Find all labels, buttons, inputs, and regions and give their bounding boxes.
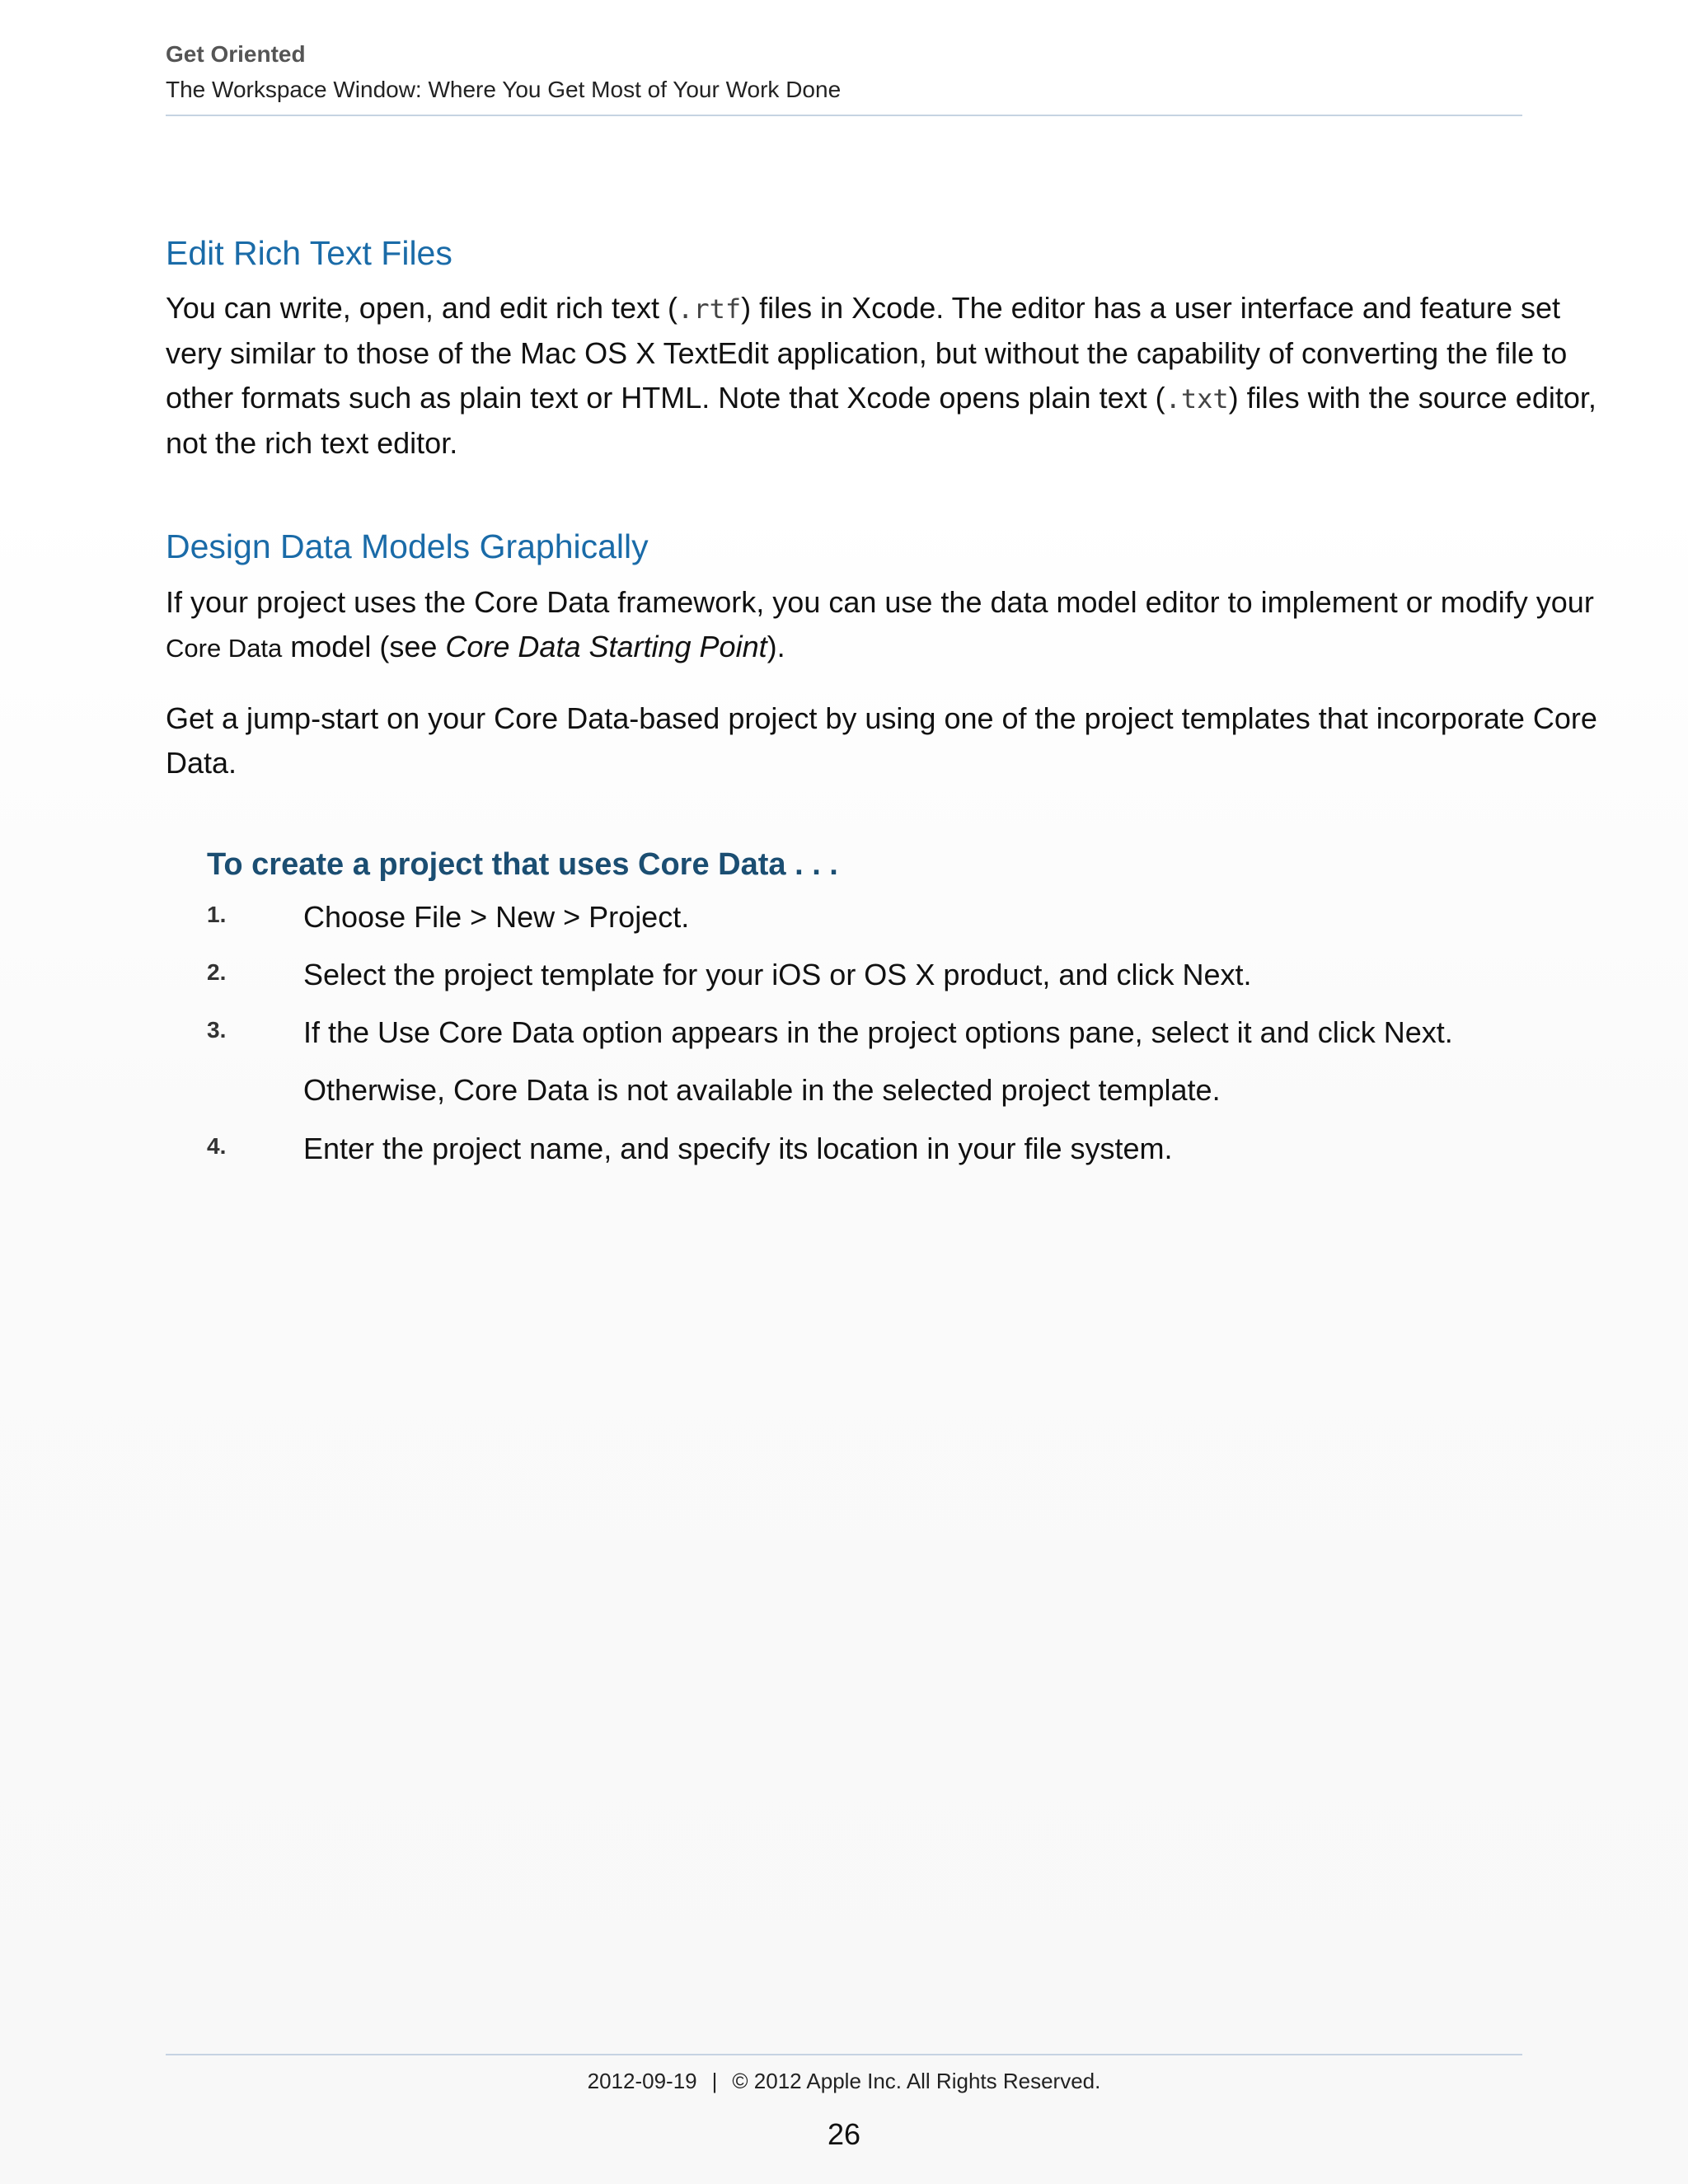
paragraph-line: If your project uses the Core Data framework, you can use the data model editor to implement or modify your — [166, 585, 1594, 619]
code-txt: .txt — [1165, 383, 1229, 415]
paragraph-line — [166, 286, 1561, 331]
footer-copyright: © 2012 Apple Inc. All Rights Reserved. — [732, 2069, 1101, 2093]
link-core-data-starting-point[interactable]: Core Data Starting Point — [445, 630, 767, 663]
data-models-paragraph-2 — [166, 696, 1597, 785]
chapter-label: Get Oriented — [166, 41, 306, 67]
paragraph-line: very similar to those of the Mac OS X TextEdit application, but without the capability of converting the file to — [166, 336, 1568, 370]
paragraph-line — [166, 625, 1522, 671]
step-number: 2. — [207, 959, 227, 985]
text-run: model (see — [282, 630, 446, 663]
data-models-paragraph-1 — [166, 580, 1594, 671]
paragraph-line — [166, 376, 1597, 421]
footer — [166, 2065, 1522, 2097]
step-number: 4. — [207, 1133, 227, 1159]
step-text: Otherwise, Core Data is not available in the selected project template. — [303, 1073, 1221, 1107]
section-title-rich-text: Edit Rich Text Files — [166, 234, 452, 272]
code-rtf: .rtf — [678, 293, 742, 325]
task-title: To create a project that uses Core Data . . . — [207, 847, 838, 882]
text-run: ) files with the source editor, — [1228, 381, 1597, 415]
footer-divider — [166, 2054, 1522, 2055]
step-number: 3. — [207, 1017, 227, 1043]
page-number: 26 — [827, 2117, 861, 2151]
document-page — [166, 0, 1597, 2184]
footer-separator: | — [711, 2069, 718, 2093]
paragraph-line: Data. — [166, 746, 237, 780]
step-text: If the Use Core Data option appears in the project options pane, select it and click Next. — [303, 1015, 1453, 1049]
step-text: Select the project template for your iOS or OS X product, and click Next. — [303, 958, 1252, 991]
step-text: Enter the project name, and specify its location in your file system. — [303, 1132, 1173, 1165]
step-text: Choose File > New > Project. — [303, 900, 690, 934]
header-divider — [166, 115, 1522, 116]
paragraph-line: Get a jump-start on your Core Data-based project by using one of the project templates that incorporate Core — [166, 701, 1597, 735]
footer-date: 2012-09-19 — [587, 2069, 697, 2093]
text-run: You can write, open, and edit rich text ( — [166, 291, 678, 325]
paragraph-line: not the rich text editor. — [166, 426, 458, 460]
section-label: The Workspace Window: Where You Get Most of Your Work Done — [166, 77, 842, 102]
text-run: ) files in Xcode. The editor has a user interface and feature set — [741, 291, 1561, 325]
text-run: other formats such as plain text or HTML. Note that Xcode opens plain text ( — [166, 381, 1165, 415]
term-core-data: Core Data — [166, 634, 283, 663]
section-title-data-models: Design Data Models Graphically — [166, 527, 649, 565]
rich-text-paragraph — [166, 286, 1597, 466]
running-header — [166, 38, 1522, 106]
step-number: 1. — [207, 902, 227, 927]
text-run: ). — [767, 630, 785, 663]
